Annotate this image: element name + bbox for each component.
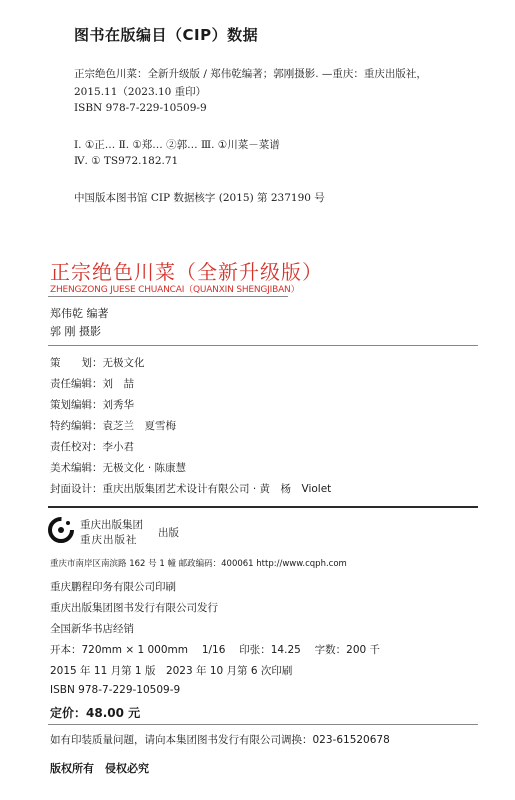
staff-row (50, 397, 134, 412)
price: 定价：48.00 元 (50, 706, 141, 720)
staff-role: 美术编辑： (50, 462, 103, 474)
staff-row (50, 376, 134, 391)
staff-role: 策划编辑： (50, 399, 103, 411)
distributor: 重庆出版集团图书发行有限公司发行 (50, 602, 218, 614)
author-credit: 郑伟乾 编著 (50, 307, 109, 320)
publisher-address: 重庆市南岸区南滨路 162 号 1 幢 邮政编码：400061 http://www.cqph.com (50, 559, 347, 569)
staff-name: 无极文化 (102, 357, 145, 369)
publisher-house: 重庆出版社 (80, 534, 138, 546)
printer: 重庆鹏程印务有限公司印刷 (50, 581, 176, 593)
staff-name: 袁芝兰 夏雪梅 (102, 420, 176, 432)
staff-role: 封面设计： (50, 483, 103, 495)
photographer-credit: 郭 刚 摄影 (50, 325, 101, 338)
divider (48, 345, 478, 346)
cip-entry-line2: 2015.11（2023.10 重印） (74, 86, 207, 98)
isbn: ISBN 978-7-229-10509-9 (50, 684, 181, 696)
edition-info: 2015 年 11 月第 1 版 2023 年 10 月第 6 次印刷 (50, 665, 293, 677)
cip-entry-line1: 正宗绝色川菜：全新升级版 / 郑伟乾编著；郭刚摄影. —重庆：重庆出版社， (74, 68, 427, 80)
publish-label: 出版 (158, 527, 179, 539)
staff-name: 刘 喆 (102, 378, 134, 390)
seller: 全国新华书店经销 (50, 623, 134, 635)
staff-name: 重庆出版集团艺术设计有限公司 · 黄 杨 Violet (102, 483, 332, 495)
cip-verification: 中国版本图书馆 CIP 数据核字 (2015) 第 237190 号 (74, 192, 325, 204)
divider (48, 296, 288, 297)
staff-role: 策 划： (50, 357, 103, 369)
staff-row (50, 418, 176, 433)
cip-isbn: ISBN 978-7-229-10509-9 (74, 102, 207, 114)
staff-name: 无极文化 · 陈康慧 (102, 462, 187, 474)
divider (48, 506, 478, 508)
staff-row (50, 355, 145, 370)
rights-notice: 版权所有 侵权必究 (50, 762, 149, 775)
publisher-group: 重庆出版集团 (80, 519, 143, 531)
cip-heading: 图书在版编目（CIP）数据 (74, 26, 259, 44)
book-format: 开本：720mm × 1 000mm 1/16 印张：14.25 字数：200 千 (50, 644, 381, 656)
quality-notice: 如有印装质量问题，请向本集团图书发行有限公司调换：023-61520678 (50, 734, 390, 746)
staff-role: 责任编辑： (50, 378, 103, 390)
staff-role: 特约编辑： (50, 420, 103, 432)
staff-role: 责任校对： (50, 441, 103, 453)
cip-classification-1: Ⅰ. ①正… Ⅱ. ①郑… ②郭… Ⅲ. ①川菜－菜谱 (74, 139, 280, 151)
staff-row (50, 481, 331, 496)
book-title: 正宗绝色川菜（全新升级版） (50, 260, 323, 284)
staff-row (50, 439, 134, 454)
staff-name: 刘秀华 (102, 399, 134, 411)
book-pinyin-title: ZHENGZONG JUESE CHUANCAI（QUANXIN SHENGJIBAN） (50, 285, 300, 295)
staff-row (50, 460, 186, 475)
divider (48, 724, 478, 725)
cip-classification-2: Ⅳ. ① TS972.182.71 (74, 155, 179, 167)
publisher-logo-icon (48, 517, 74, 543)
staff-name: 李小君 (102, 441, 134, 453)
